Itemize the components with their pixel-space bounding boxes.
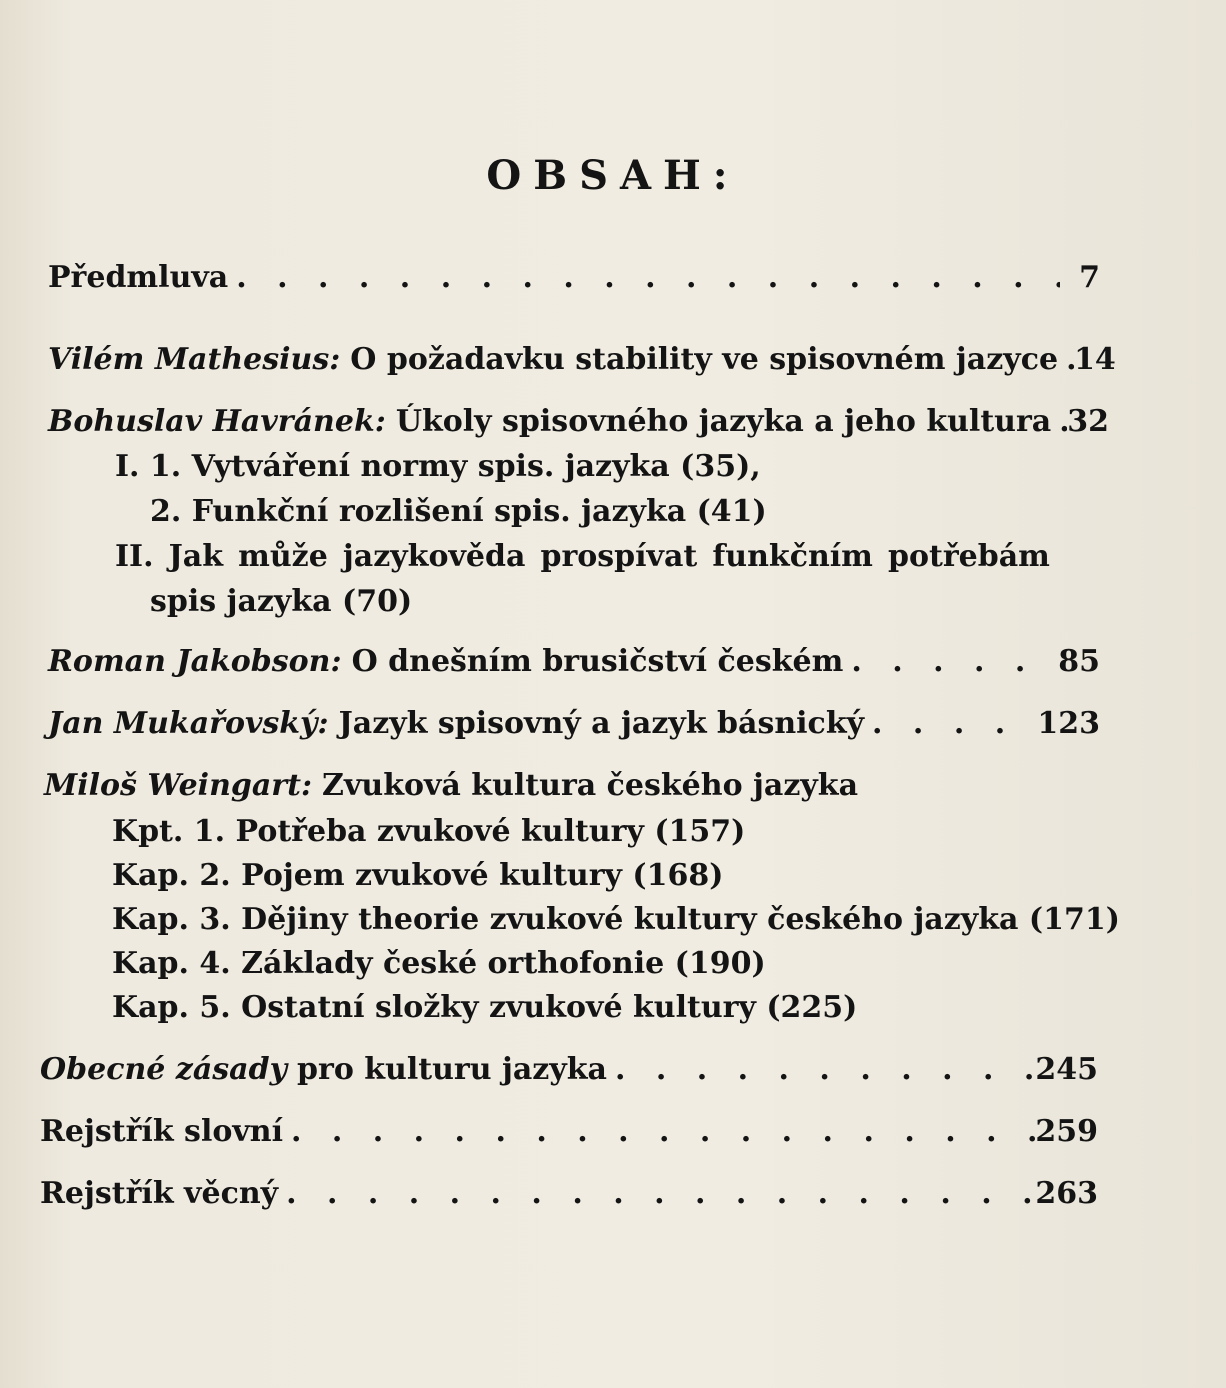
entry-author: Obecné zásady xyxy=(40,1052,288,1087)
entry-title: O dnešním brusičství českém xyxy=(351,644,844,679)
page-number: 14 xyxy=(1074,342,1116,377)
leader-dots xyxy=(228,258,1060,298)
toc-entry-mathesius xyxy=(48,340,1116,380)
weingart-chapter-4: Kap. 4. Základy české orthofonie (190) xyxy=(112,946,766,981)
page-number: 263 xyxy=(1035,1176,1098,1211)
entry-title: Rejstřík slovní xyxy=(40,1114,283,1149)
entry-title: Jazyk spisovný a jazyk básnický xyxy=(338,706,865,741)
entry-author: Vilém Mathesius: xyxy=(48,342,341,377)
toc-entry-havranek xyxy=(48,402,1109,442)
word: funkčním xyxy=(712,539,873,574)
page-number: 32 xyxy=(1067,404,1109,439)
show-through-1 xyxy=(40,20,1166,69)
toc-entry-predmluva xyxy=(48,258,1100,298)
entry-title: O požadavku stability ve spisovném jazyce xyxy=(350,342,1059,377)
page-title: OBSAH: xyxy=(486,152,740,199)
entry-author: Bohuslav Havránek: xyxy=(48,404,386,439)
word: může xyxy=(238,539,328,574)
leader-dots xyxy=(1051,402,1067,442)
word: Jak xyxy=(168,539,224,574)
havranek-section-ii-cont: spis jazyka (70) xyxy=(150,584,413,619)
toc-entry-mukarovsky xyxy=(48,704,1100,744)
toc-entry-rejstrik-vecny xyxy=(40,1174,1098,1214)
leader-dots xyxy=(607,1050,1035,1090)
entry-author: Jan Mukařovský: xyxy=(48,706,329,741)
toc-entry-weingart xyxy=(44,766,1096,806)
havranek-section-i2: 2. Funkční rozlišení spis. jazyka (41) xyxy=(150,494,767,529)
page-number: 259 xyxy=(1035,1114,1098,1149)
entry-title: Předmluva xyxy=(48,260,229,295)
word: potřebám xyxy=(888,539,1050,574)
page-number: 123 xyxy=(1037,706,1100,741)
leader-dots xyxy=(843,642,1058,682)
weingart-chapter-1: Kpt. 1. Potřeba zvukové kultury (157) xyxy=(112,814,746,849)
entry-title: Rejstřík věcný xyxy=(40,1176,279,1211)
entry-author: Miloš Weingart: xyxy=(44,768,313,803)
toc-entry-rejstrik-slovni xyxy=(40,1112,1098,1152)
weingart-chapter-2: Kap. 2. Pojem zvukové kultury (168) xyxy=(112,858,724,893)
leader-dots xyxy=(864,704,1037,744)
weingart-chapter-3: Kap. 3. Dějiny theorie zvukové kultury českého jazyka (171) xyxy=(112,902,1120,937)
page-number: 7 xyxy=(1079,260,1100,295)
leader-dots xyxy=(1058,340,1074,380)
leader-dots xyxy=(283,1112,1035,1152)
word: jazykověda xyxy=(342,539,526,574)
entry-title: Úkoly spisovného jazyka a jeho kultura xyxy=(395,404,1052,439)
entry-author: Roman Jakobson: xyxy=(48,644,342,679)
toc-entry-obecne-zasady xyxy=(40,1050,1098,1090)
entry-title: Zvuková kultura českého jazyka xyxy=(322,768,859,803)
weingart-chapter-5: Kap. 5. Ostatní složky zvukové kultury (225) xyxy=(112,990,858,1025)
word: II. xyxy=(115,539,154,574)
page-number: 85 xyxy=(1058,644,1100,679)
word: prospívat xyxy=(540,539,698,574)
page-number: 245 xyxy=(1035,1052,1098,1087)
havranek-section-i1: I. 1. Vytváření normy spis. jazyka (35), xyxy=(115,449,761,484)
havranek-section-ii xyxy=(115,537,1050,577)
toc-entry-jakobson xyxy=(48,642,1100,682)
entry-title: pro kulturu jazyka xyxy=(297,1052,607,1087)
leader-dots xyxy=(278,1174,1035,1214)
